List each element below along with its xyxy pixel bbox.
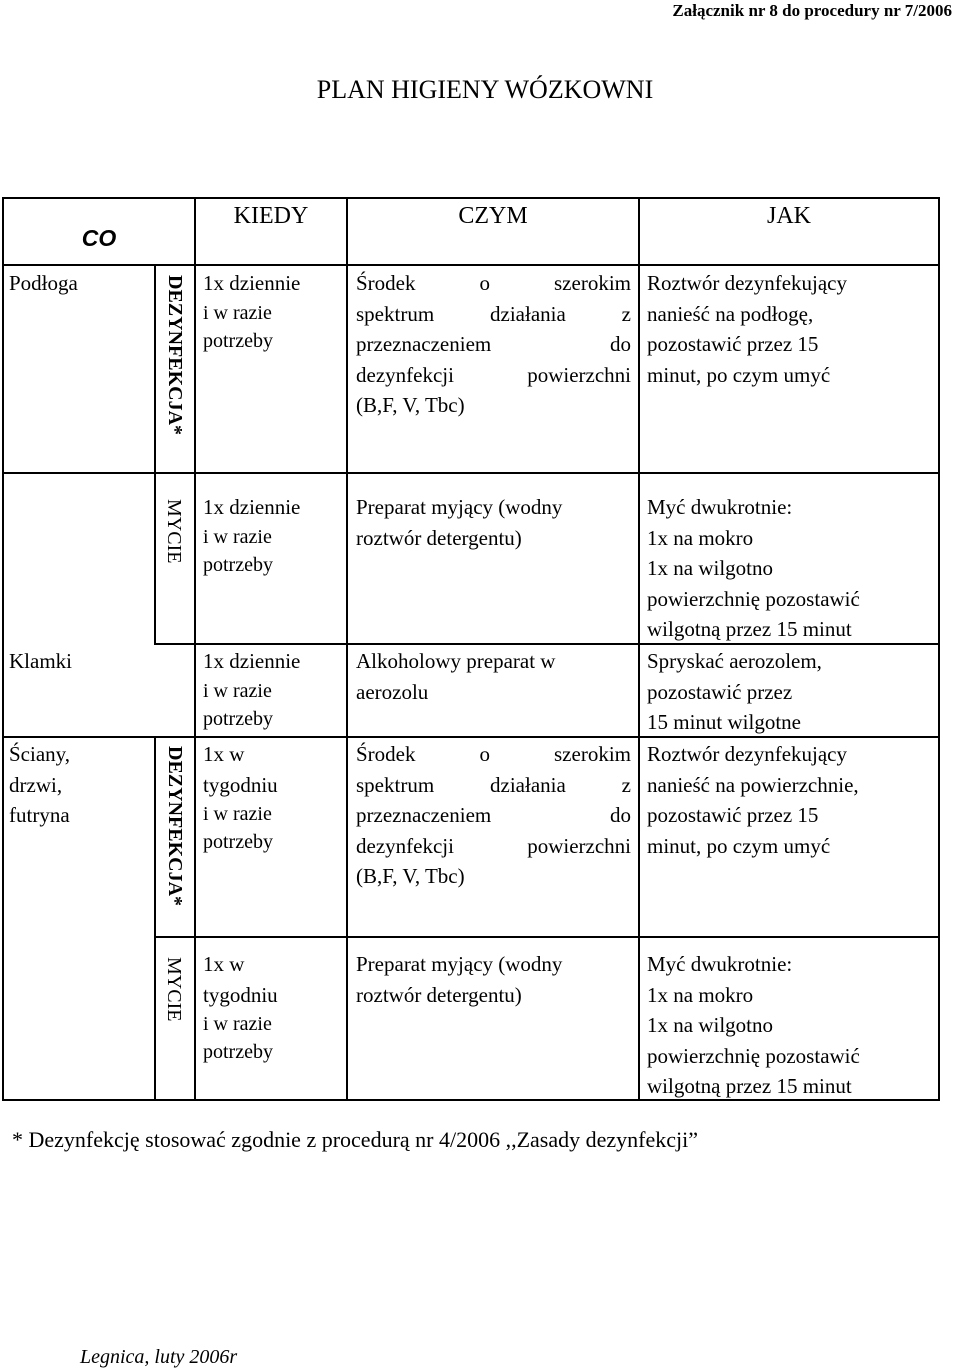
row2-kiedy: 1x dziennie i w razie potrzeby xyxy=(203,495,301,576)
row4-kiedy: 1x w tygodniu i w razie potrzeby xyxy=(203,742,278,853)
row3-jak: Spryskać aerozolem, pozostawić przez 15 minut wilgotne xyxy=(647,649,822,734)
row5-type: MYCIE xyxy=(163,957,185,1022)
row1-type: DEZYNFEKCJA* xyxy=(164,275,186,436)
header-czym: CZYM xyxy=(458,203,528,229)
row4-jak: Roztwór dezynfekujący nanieść na powierzchnie, pozostawić przez 15 minut, po czym umyć xyxy=(647,742,859,858)
row2-type: MYCIE xyxy=(163,499,185,564)
annex-label: Załącznik nr 8 do procedury nr 7/2006 xyxy=(672,1,952,20)
row4-type: DEZYNFEKCJA* xyxy=(164,746,186,907)
row3-co: Klamki xyxy=(9,649,72,673)
header-jak: JAK xyxy=(766,203,811,229)
header-co: CO xyxy=(81,225,117,251)
header-separator xyxy=(2,264,940,266)
jak-column-left xyxy=(638,197,640,1101)
row1-separator xyxy=(2,472,940,474)
footnote: * Dezynfekcję stosować zgodnie z procedurą nr 4/2006 ,,Zasady dezynfekcji” xyxy=(12,1127,698,1152)
row5-jak: Myć dwukrotnie: 1x na mokro 1x na wilgotno powierzchnię pozostawić wilgotną przez 15 minut xyxy=(647,952,860,1098)
type-column-left-2 xyxy=(154,736,156,1101)
row3-czym: Alkoholowy preparat w aerozolu xyxy=(356,649,556,704)
table-border-top xyxy=(2,197,940,199)
czym-column-left xyxy=(346,197,348,1101)
row2-czym: Preparat myjący (wodny roztwór detergentu) xyxy=(356,495,563,550)
row3-kiedy: 1x dziennie i w razie potrzeby xyxy=(203,649,301,730)
place-date: Legnica, luty 2006r xyxy=(80,1346,238,1368)
row1-kiedy: 1x dziennie i w razie potrzeby xyxy=(203,271,301,352)
row2-jak: Myć dwukrotnie: 1x na mokro 1x na wilgotno powierzchnię pozostawić wilgotną przez 15 minut xyxy=(647,495,860,641)
kiedy-column-left xyxy=(194,197,196,1101)
page-title: PLAN HIGIENY WÓZKOWNI xyxy=(316,75,654,104)
row5-czym: Preparat myjący (wodny roztwór detergentu) xyxy=(356,952,563,1007)
row1-czym: Środek o szerokim spektrum działania z przeznaczeniem do dezynfekcji powierzchni (B,F, V, Tbc) xyxy=(356,271,631,417)
table-border-left xyxy=(2,197,4,1101)
row5-kiedy: 1x w tygodniu i w razie potrzeby xyxy=(203,952,278,1063)
row1-co: Podłoga xyxy=(9,271,78,295)
type-column-left-1 xyxy=(154,264,156,644)
row1-jak: Roztwór dezynfekujący nanieść na podłogę, pozostawić przez 15 minut, po czym umyć xyxy=(647,271,848,387)
table-border-right xyxy=(938,197,940,1101)
row4-separator xyxy=(154,936,940,938)
row4-co: Ściany, drzwi, futryna xyxy=(9,742,71,827)
header-kiedy: KIEDY xyxy=(233,203,309,229)
row4-czym: Środek o szerokim spektrum działania z przeznaczeniem do dezynfekcji powierzchni (B,F, V, Tbc) xyxy=(356,742,631,888)
